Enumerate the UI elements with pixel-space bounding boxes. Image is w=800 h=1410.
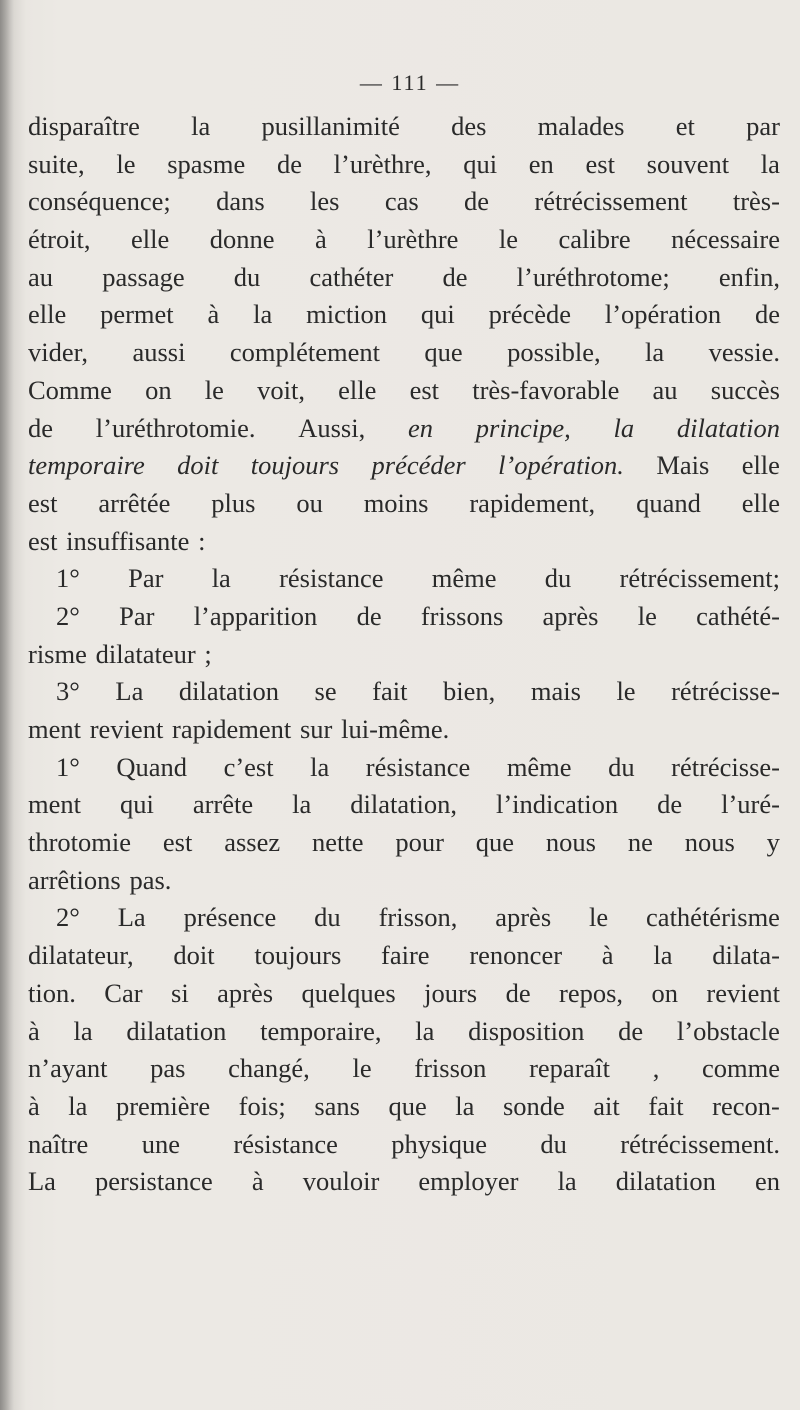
text-line (28, 560, 780, 598)
word: le (589, 902, 609, 933)
word: naître (28, 1128, 89, 1159)
word: dilatation (126, 1015, 227, 1046)
word: suite, (28, 148, 85, 179)
word: en (528, 148, 554, 179)
word: l’opération. (498, 450, 624, 481)
word: fait (648, 1090, 684, 1121)
text-line (28, 598, 780, 636)
word: 2° (56, 902, 80, 933)
word: la (310, 751, 330, 782)
word: rétrécissement; (619, 563, 780, 594)
word: l’opération (604, 299, 722, 330)
text-line (28, 711, 780, 749)
word: throtomie (28, 827, 132, 858)
word: elle (741, 450, 780, 481)
word: que (475, 827, 515, 858)
word: en (408, 412, 434, 443)
word: présence (183, 902, 277, 933)
text-line (28, 824, 780, 862)
text-line (28, 372, 780, 410)
word: que (424, 337, 463, 368)
word: est (585, 148, 615, 179)
text-line (28, 862, 780, 900)
word: permet (100, 299, 174, 330)
word: on (651, 977, 678, 1008)
word: le (498, 224, 519, 255)
word: du (540, 1128, 567, 1159)
word: du (314, 902, 341, 933)
word: donne (209, 224, 275, 255)
word: passage (102, 261, 185, 292)
word: l’indication (495, 789, 619, 820)
word: première (115, 1090, 211, 1121)
word: repos, (559, 977, 624, 1008)
word: de (28, 412, 54, 443)
word: miction (306, 299, 388, 330)
word: au (652, 374, 678, 405)
word: la (653, 940, 673, 971)
word: la (613, 412, 635, 443)
word: à (601, 940, 614, 971)
word: résistance (365, 751, 471, 782)
word: cathéter (309, 261, 394, 292)
text-line (28, 673, 780, 711)
word: nous (684, 827, 735, 858)
word: dilatation (178, 676, 279, 707)
body-text (28, 108, 780, 1201)
word: rétrécissement. (620, 1128, 780, 1159)
text-line (28, 447, 780, 485)
text-line (28, 1163, 780, 1201)
word: vessie. (708, 337, 780, 368)
text-line (28, 221, 780, 259)
page-number: — 111 — (359, 70, 461, 95)
word: persistance (95, 1166, 213, 1197)
text-line (28, 296, 780, 334)
word: en (754, 1166, 780, 1197)
word: insuffisante (66, 525, 190, 556)
word: ment (28, 714, 81, 744)
word: ; (204, 638, 212, 669)
word: sonde (502, 1090, 565, 1121)
word: la (455, 1090, 475, 1121)
word: La (117, 902, 146, 933)
word: l’urèthre (367, 224, 459, 255)
word: Quand (116, 751, 188, 782)
word: les (310, 186, 340, 217)
word: si (171, 977, 189, 1008)
word: frisson, (378, 902, 458, 933)
word: de (464, 186, 490, 217)
word: le (637, 600, 657, 631)
word: est (28, 487, 58, 518)
word: ou (296, 487, 323, 518)
word: recon- (712, 1090, 780, 1121)
word: fait (372, 676, 408, 707)
word: rapidement, (469, 487, 596, 518)
word: disparaître (28, 111, 140, 141)
text-line (28, 1126, 780, 1164)
word: bien, (443, 676, 496, 707)
word: Mais (656, 450, 710, 481)
word: de (442, 261, 468, 292)
word: est (162, 827, 193, 858)
word: au (28, 261, 54, 292)
word: temporaire (28, 450, 145, 481)
word: se (314, 676, 337, 707)
word: nous (545, 827, 596, 858)
word: arrête (192, 789, 254, 820)
word: Aussi, (298, 412, 366, 443)
word: principe, (475, 412, 571, 443)
word: à (207, 299, 220, 330)
word: elle (131, 224, 170, 255)
word: Car (104, 977, 143, 1008)
word: mais (530, 676, 581, 707)
word: à (314, 224, 327, 255)
word: enfin, (718, 261, 780, 292)
word: toujours (254, 940, 342, 971)
word: la (292, 789, 312, 820)
text-line (28, 786, 780, 824)
word: fois; (238, 1090, 286, 1121)
word: 1° (56, 563, 80, 594)
word: à (251, 1166, 264, 1197)
text-line (28, 183, 780, 221)
word: La (115, 676, 144, 707)
word: frissons (420, 600, 504, 631)
word: c’est (223, 751, 274, 782)
word: résistance (233, 1128, 338, 1159)
word: complétement (229, 337, 380, 368)
text-line (28, 146, 780, 184)
word: à (28, 1015, 40, 1046)
word: la (211, 563, 231, 594)
word: elle (28, 299, 67, 330)
word: le (116, 148, 136, 179)
word: l’uréthrotomie. (95, 412, 256, 443)
word: l’uré- (721, 789, 780, 820)
word: succès (710, 374, 780, 405)
word: est (409, 374, 440, 405)
word: cas (384, 186, 419, 217)
word: pusillanimité (261, 111, 400, 141)
word: n’ayant (28, 1053, 108, 1084)
word: plus (211, 487, 256, 518)
word: l’apparition (193, 600, 318, 631)
word: très- (732, 186, 780, 217)
word: arrêtée (98, 487, 171, 518)
word: revient (706, 977, 780, 1008)
word: souvent (646, 148, 730, 179)
word: une (141, 1128, 180, 1159)
word: moins (363, 487, 429, 518)
text-line (28, 410, 780, 448)
word: du (233, 261, 261, 292)
word: rétrécissement (534, 186, 688, 217)
word: Comme (28, 374, 112, 405)
word: rétrécisse- (671, 676, 780, 707)
word: frisson (414, 1053, 487, 1084)
word: vouloir (302, 1166, 380, 1197)
word: calibre (558, 224, 631, 255)
word: comme (701, 1053, 780, 1084)
word: possible, (507, 337, 601, 368)
word: l’urèthre, (333, 148, 432, 179)
word: des (451, 111, 487, 141)
word: précéder (371, 450, 466, 481)
text-line (28, 636, 780, 674)
word: nécessaire (671, 224, 780, 255)
word: par (746, 111, 780, 141)
word: faire (381, 940, 430, 971)
word: quelques (301, 977, 396, 1008)
text-line (28, 108, 780, 146)
word: ne (627, 827, 653, 858)
text-line (28, 523, 780, 561)
word: on (145, 374, 172, 405)
word: 3° (56, 676, 80, 707)
word: la (253, 299, 273, 330)
word: lui-même. (341, 714, 450, 744)
word: elle (741, 487, 780, 518)
word: voit, (257, 374, 305, 405)
word: toujours (250, 450, 340, 481)
word: conséquence; (28, 186, 171, 217)
word: de (356, 600, 382, 631)
word: arrêtions (28, 864, 121, 895)
word: renoncer (469, 940, 563, 971)
word: la (557, 1166, 577, 1197)
word: physique (391, 1128, 487, 1159)
text-line (28, 334, 780, 372)
text-line (28, 749, 780, 787)
word: la (68, 1090, 88, 1121)
word: disposition (468, 1015, 585, 1046)
word: du (608, 751, 635, 782)
word: et (675, 111, 695, 141)
word: l’uréthrotome; (516, 261, 670, 292)
text-line (28, 485, 780, 523)
word: étroit, (28, 224, 91, 255)
word: ment (28, 789, 81, 820)
word: temporaire, (260, 1015, 382, 1046)
word: Par (128, 563, 164, 594)
word: à (28, 1090, 40, 1121)
word: même (506, 751, 572, 782)
word: rapidement (172, 714, 292, 744)
word: de (754, 299, 780, 330)
word: pas. (129, 864, 172, 895)
word: : (198, 525, 206, 556)
word: précède (488, 299, 571, 330)
word: qui (420, 299, 455, 330)
word: après (495, 902, 552, 933)
word: qui (119, 789, 154, 820)
word: le (352, 1053, 372, 1084)
word: nette (311, 827, 364, 858)
word: vider, (28, 337, 89, 368)
word: ait (593, 1090, 620, 1121)
word: risme (28, 638, 87, 669)
word: , (652, 1053, 660, 1084)
word: dilatateur, (28, 940, 134, 971)
word: est (28, 525, 58, 556)
word: la (760, 148, 780, 179)
text-line (28, 259, 780, 297)
word: y (766, 827, 780, 858)
word: 1° (56, 751, 80, 782)
word: la (415, 1015, 435, 1046)
word: de (657, 789, 683, 820)
word: pour (395, 827, 444, 858)
word: sur (299, 714, 333, 744)
word: dilatation (615, 1166, 716, 1197)
word: jours (424, 977, 478, 1008)
word: spasme (167, 148, 246, 179)
text-line (28, 1088, 780, 1126)
word: Par (119, 600, 155, 631)
word: assez (224, 827, 281, 858)
word: employer (418, 1166, 519, 1197)
word: sans (314, 1090, 360, 1121)
word: le (616, 676, 636, 707)
word: de (276, 148, 302, 179)
word: tion. (28, 977, 76, 1008)
word: La (28, 1166, 56, 1197)
word: dilatation (676, 412, 780, 443)
word: aussi (132, 337, 186, 368)
text-line (28, 1013, 780, 1051)
word: la (73, 1015, 93, 1046)
word: reparaît (529, 1053, 611, 1084)
text-line (28, 899, 780, 937)
word: revient (89, 714, 164, 744)
word: dilatation, (350, 789, 457, 820)
word: le (204, 374, 224, 405)
word: du (544, 563, 572, 594)
word: même (431, 563, 497, 594)
word: doit (177, 450, 219, 481)
word: pas (150, 1053, 186, 1084)
word: cathétérisme (646, 902, 780, 933)
word: malades (537, 111, 625, 141)
word: elle (338, 374, 377, 405)
word: très-favorable (472, 374, 620, 405)
word: qui (463, 148, 498, 179)
word: rétrécisse- (671, 751, 780, 782)
word: après (542, 600, 599, 631)
word: quand (636, 487, 701, 518)
word: 2° (56, 600, 80, 631)
word: dilata- (712, 940, 780, 971)
word: cathété- (696, 600, 780, 631)
binding-shadow (0, 0, 14, 1410)
word: de (618, 1015, 644, 1046)
word: changé, (228, 1053, 310, 1084)
word: la (191, 111, 211, 141)
word: résistance (279, 563, 384, 594)
text-line (28, 1050, 780, 1088)
word: que (388, 1090, 427, 1121)
text-line (28, 937, 780, 975)
word: après (217, 977, 274, 1008)
word: dans (216, 186, 265, 217)
word: dilatateur (95, 638, 196, 669)
word: l’obstacle (676, 1015, 780, 1046)
word: de (505, 977, 531, 1008)
text-line (28, 975, 780, 1013)
word: doit (173, 940, 215, 971)
word: la (645, 337, 665, 368)
